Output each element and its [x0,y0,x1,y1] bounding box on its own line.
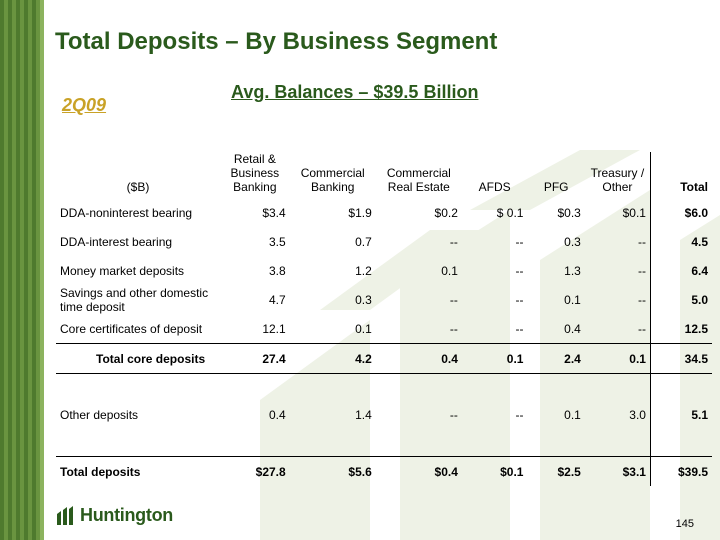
table-row [56,198,712,227]
column-header: Commercial Real Estate [386,166,451,194]
table-cell: 0.3 [564,234,581,249]
page-number: 145 [675,518,694,530]
table-row-total-core [56,344,712,374]
table-cell: 4.2 [290,344,376,374]
period-label: 2Q09 [62,95,107,115]
table-cell: 0.1 [462,344,528,374]
table-cell-total: 34.5 [650,344,712,374]
table-cell: $2.5 [527,457,584,487]
table-cell: 0.1 [564,408,581,422]
table-cell: -- [515,408,524,422]
table-cell: $1.9 [348,205,372,220]
table-cell-total: 12.5 [650,314,712,344]
table-cell: 4.7 [269,292,286,307]
table-cell-total: $39.5 [650,457,712,487]
table-cell: 1.2 [355,263,372,278]
table-cell: 0.4 [564,321,581,336]
table-cell: -- [449,408,458,422]
table-cell: $0.4 [376,457,462,487]
table-cell: $0.1 [622,205,646,220]
table-cell: -- [637,234,646,249]
table-row [56,285,712,314]
table-cell: 12.1 [262,321,286,336]
row-label: Total core deposits [56,344,220,374]
table-cell: 27.4 [220,344,290,374]
table-cell: 0.4 [269,408,286,422]
table-cell: 0.3 [355,292,372,307]
row-label: Core certificates of deposit [60,321,203,336]
table-cell: -- [637,263,646,278]
table-cell: -- [449,234,458,249]
page-subtitle: Avg. Balances – $39.5 Billion [231,82,479,102]
table-row [56,374,712,457]
table-cell: 3.8 [269,263,286,278]
decorative-stripes [0,0,40,540]
table-cell: 3.5 [269,234,286,249]
row-label: DDA-noninterest bearing [60,205,193,220]
table-cell: -- [637,292,646,307]
table-row [56,314,712,344]
table-cell-total: 5.0 [650,285,712,314]
table-cell: 0.1 [441,263,458,278]
table-cell: -- [637,321,646,336]
deposits-table [56,152,712,486]
table-cell: $0.3 [557,205,581,220]
table-cell: 2.4 [527,344,584,374]
table-cell: 0.1 [564,292,581,307]
table-cell: -- [515,321,524,336]
table-cell: 1.4 [355,408,372,422]
row-label: Savings and other domestic time deposit [60,285,209,314]
table-row [56,256,712,285]
table-cell: $ 0.1 [496,205,524,220]
column-header: Treasury / Other [590,166,645,194]
row-label: Total deposits [56,457,220,487]
unit-header: ($B) [126,180,150,194]
table-row-total-deposits [56,457,712,487]
table-cell: -- [515,292,524,307]
row-label: DDA-interest bearing [60,234,173,249]
table-cell-total: 6.4 [650,256,712,285]
column-header: Commercial Banking [300,166,365,194]
table-cell: 0.7 [355,234,372,249]
column-header-total: Total [650,152,712,198]
column-header: Retail & Business Banking [230,152,280,194]
table-cell-total: 5.1 [650,374,712,457]
table-cell: $0.2 [434,205,458,220]
table-cell: 3.0 [629,408,646,422]
logo-text: Huntington [80,504,173,525]
huntington-building-icon [56,505,76,525]
table-header-row [56,152,712,198]
table-cell: -- [449,321,458,336]
table-cell-total: 4.5 [650,227,712,256]
column-header: PFG [543,180,569,194]
table-cell: 1.3 [564,263,581,278]
table-cell: 0.1 [585,344,651,374]
table-cell: $5.6 [290,457,376,487]
table-cell: -- [449,292,458,307]
table-cell: $3.1 [585,457,651,487]
table-row [56,227,712,256]
column-header: AFDS [478,180,511,194]
table-cell: 0.4 [376,344,462,374]
table-cell: 0.1 [355,321,372,336]
table-cell: $0.1 [462,457,528,487]
row-label: Money market deposits [60,263,185,278]
table-cell-total: $6.0 [650,198,712,227]
table-cell: $3.4 [262,205,286,220]
table-cell: -- [515,234,524,249]
row-label: Other deposits [60,408,139,422]
table-cell: -- [515,263,524,278]
table-cell: $27.8 [220,457,290,487]
huntington-logo [56,503,173,527]
page-title: Total Deposits – By Business Segment [55,28,498,55]
